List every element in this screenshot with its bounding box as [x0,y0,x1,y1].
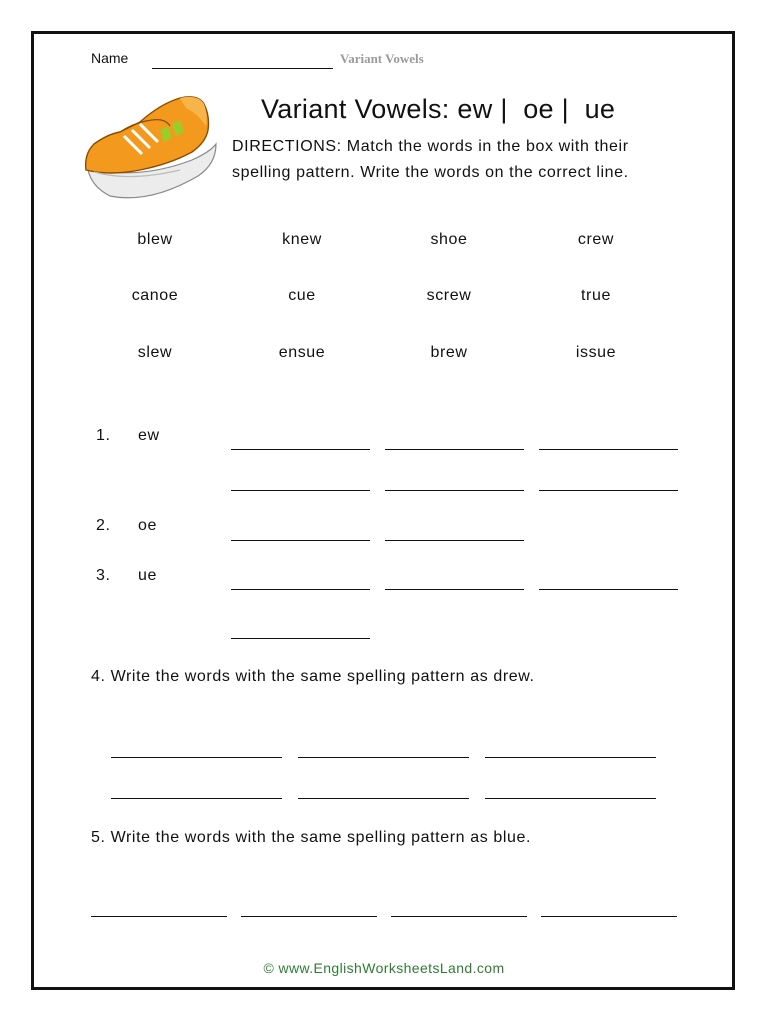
answer-line[interactable] [385,540,524,541]
word-item: screw [426,287,472,304]
answer-line[interactable] [241,916,377,917]
answer-line[interactable] [539,449,678,450]
worksheet-tag: Variant Vowels [340,51,424,66]
question-5: 5. Write the words with the same spelling pattern as blue. [91,829,532,846]
answer-line[interactable] [539,490,678,491]
directions-line-2: spelling pattern. Write the words on the correct line. [232,164,629,181]
answer-line[interactable] [539,589,678,590]
answer-line[interactable] [385,449,524,450]
answer-line[interactable] [541,916,677,917]
answer-line[interactable] [111,757,282,758]
name-label: Name [91,50,129,66]
word-item: ensue [278,344,326,361]
directions-line-1: DIRECTIONS: Match the words in the box with their [232,138,629,155]
word-item: knew [282,231,322,248]
word-item: cue [288,287,316,304]
answer-line[interactable] [298,798,469,799]
pattern-number: 1. [96,427,111,444]
answer-line[interactable] [231,540,370,541]
pattern-number: 3. [96,567,111,584]
answer-line[interactable] [485,798,656,799]
pattern-label: oe [138,517,157,534]
answer-line[interactable] [385,589,524,590]
word-item: crew [577,231,615,248]
answer-line[interactable] [385,490,524,491]
question-4: 4. Write the words with the same spelling pattern as drew. [91,668,535,685]
sneaker-icon [80,92,220,210]
word-item: true [581,287,611,304]
word-item: slew [137,344,173,361]
answer-line[interactable] [231,589,370,590]
word-item: issue [575,344,617,361]
word-item: canoe [131,287,179,304]
footer-copyright: © www.EnglishWorksheetsLand.com [263,960,505,976]
pattern-number: 2. [96,517,111,534]
answer-line[interactable] [111,798,282,799]
answer-line[interactable] [391,916,527,917]
page-title: Variant Vowels: ew | oe | ue [261,94,616,124]
pattern-label: ew [138,427,160,444]
answer-line[interactable] [485,757,656,758]
pattern-label: ue [138,567,157,584]
answer-line[interactable] [231,638,370,639]
answer-line[interactable] [231,490,370,491]
answer-line[interactable] [91,916,227,917]
answer-line[interactable] [231,449,370,450]
word-item: blew [137,231,173,248]
word-item: brew [430,344,468,361]
word-item: shoe [430,231,468,248]
answer-line[interactable] [298,757,469,758]
name-answer-line[interactable] [152,68,333,69]
